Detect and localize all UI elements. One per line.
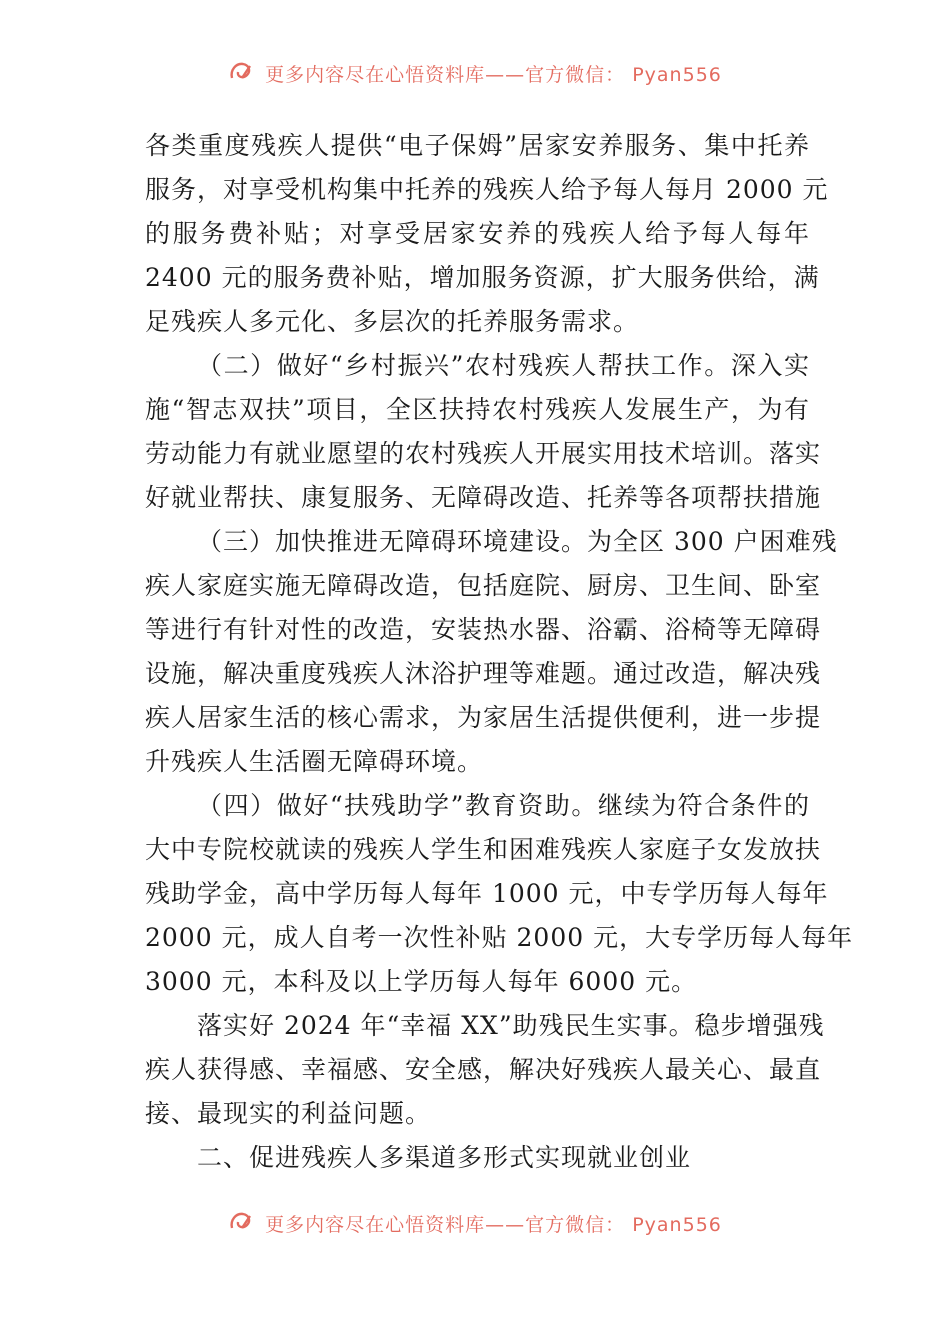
logo-icon [228,60,254,87]
text-line: 疾人获得感、幸福感、安全感，解决好残疾人最关心、最直 [145,1055,822,1084]
text-line: 2000 元，成人自考一次性补贴 2000 元，大专学历每人每年 [145,923,854,952]
section-heading-line: （四）做好“扶残助学”教育资助。继续为符合条件的 [197,791,810,820]
text-line: 等进行有针对性的改造，安装热水器、浴霸、浴椅等无障碍 [145,615,822,644]
text-line: 疾人家庭实施无障碍改造，包括庭院、厨房、卫生间、卧室 [145,571,822,600]
text-line: 升残疾人生活圈无障碍环境。 [145,747,484,776]
watermark-text: 更多内容尽在心悟资料库——官方微信： Pyan556 [265,1214,722,1236]
text-line: 好就业帮扶、康复服务、无障碍改造、托养等各项帮扶措施 [145,483,822,512]
text-line: 的服务费补贴；对享受居家安养的残疾人给予每人每年 [145,219,810,248]
text-line: 接、最现实的利益问题。 [145,1099,432,1128]
section-heading-line: （三）加快推进无障碍环境建设。为全区 300 户困难残 [197,527,838,556]
watermark-text: 更多内容尽在心悟资料库——官方微信： Pyan556 [265,64,722,86]
text-line: 施“智志双扶”项目，全区扶持农村残疾人发展生产，为有 [145,395,810,424]
text-line: 3000 元，本科及以上学历每人每年 6000 元。 [145,967,698,996]
text-line: 大中专院校就读的残疾人学生和困难残疾人家庭子女发放扶 [145,835,822,864]
text-line: 设施，解决重度残疾人沐浴护理等难题。通过改造，解决残 [145,659,822,688]
text-line: 残助学金，高中学历每人每年 1000 元，中专学历每人每年 [145,879,829,908]
text-line: 劳动能力有就业愿望的农村残疾人开展实用技术培训。落实 [145,439,822,468]
document-body [145,124,854,1180]
paragraph-first-line: 落实好 2024 年“幸福 XX”助残民生实事。稳步增强残 [197,1011,825,1040]
watermark-footer [0,1210,950,1237]
text-line: 疾人居家生活的核心需求，为家居生活提供便利，进一步提 [145,703,822,732]
text-line: 服务，对享受机构集中托养的残疾人给予每人每月 2000 元 [145,175,829,204]
logo-icon [228,1210,254,1237]
watermark-header [0,60,950,87]
text-line: 各类重度残疾人提供“电子保姆”居家安养服务、集中托养 [145,131,810,160]
text-line: 足残疾人多元化、多层次的托养服务需求。 [145,307,640,336]
section-heading-line: （二）做好“乡村振兴”农村残疾人帮扶工作。深入实 [197,351,810,380]
text-line: 2400 元的服务费补贴，增加服务资源，扩大服务供给，满 [145,263,820,292]
chapter-heading-line: 二、促进残疾人多渠道多形式实现就业创业 [197,1143,692,1172]
